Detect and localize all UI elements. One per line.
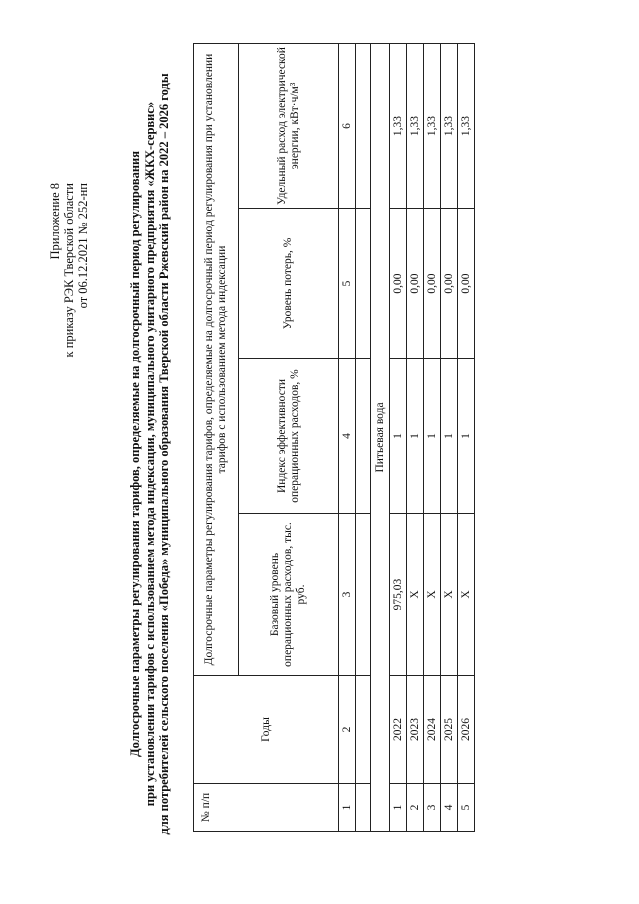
appendix-date: от 06.12.2021 № 252-нп xyxy=(76,183,90,309)
appendix-reference xyxy=(48,183,90,443)
row-efficiency-index: 1 xyxy=(390,359,407,514)
row-loss-level: 0,00 xyxy=(390,209,407,359)
row-number: 5 xyxy=(458,784,475,832)
row-number: 1 xyxy=(390,784,407,832)
col-number: 5 xyxy=(339,209,356,359)
row-energy-consumption: 1,33 xyxy=(424,43,441,208)
table-row xyxy=(441,43,458,831)
spacer-cell xyxy=(356,359,371,514)
appendix-number: Приложение 8 xyxy=(48,183,62,260)
row-efficiency-index: 1 xyxy=(424,359,441,514)
header-base-opex: Базовый уровень операционных расходов, тыс. руб. xyxy=(239,514,339,676)
row-efficiency-index: 1 xyxy=(458,359,475,514)
table-row xyxy=(390,43,407,831)
row-efficiency-index: 1 xyxy=(441,359,458,514)
row-energy-consumption: 1,33 xyxy=(458,43,475,208)
row-year: 2025 xyxy=(441,676,458,784)
row-base-opex: 975,03 xyxy=(390,514,407,676)
header-years: Годы xyxy=(194,676,339,784)
col-number: 4 xyxy=(339,359,356,514)
row-number: 3 xyxy=(424,784,441,832)
col-number: 1 xyxy=(339,784,356,832)
row-energy-consumption: 1,33 xyxy=(407,43,424,208)
row-energy-consumption: 1,33 xyxy=(390,43,407,208)
row-number: 2 xyxy=(407,784,424,832)
header-energy-consumption: Удельный расход электрической энергии, кВт·ч/м³ xyxy=(239,43,339,208)
row-year: 2024 xyxy=(424,676,441,784)
row-year: 2026 xyxy=(458,676,475,784)
header-group: Долгосрочные параметры регулирования тарифов, определяемые на долгосрочный период регулирования при установлении тарифов с использованием метода индексации xyxy=(194,43,239,675)
row-year: 2023 xyxy=(407,676,424,784)
spacer-cell xyxy=(356,43,371,208)
header-efficiency-index: Индекс эффективности операционных расходов, % xyxy=(239,359,339,514)
document-title xyxy=(128,14,172,894)
spacer-cell xyxy=(356,784,371,832)
col-number: 2 xyxy=(339,676,356,784)
row-number: 4 xyxy=(441,784,458,832)
parameters-table xyxy=(193,43,475,832)
col-number: 3 xyxy=(339,514,356,676)
row-base-opex: Х xyxy=(424,514,441,676)
row-base-opex: Х xyxy=(441,514,458,676)
col-number: 6 xyxy=(339,43,356,208)
row-base-opex: Х xyxy=(458,514,475,676)
row-loss-level: 0,00 xyxy=(407,209,424,359)
row-base-opex: Х xyxy=(407,514,424,676)
table-row xyxy=(407,43,424,831)
spacer-cell xyxy=(356,676,371,784)
header-num: № п/п xyxy=(194,784,339,832)
spacer-row xyxy=(356,43,371,831)
category-label: Питьевая вода xyxy=(371,43,390,831)
table-row xyxy=(424,43,441,831)
row-efficiency-index: 1 xyxy=(407,359,424,514)
title-line-2: при установлении тарифов с использованием метода индексации, муниципального унитарного предприятия «ЖКХ-сервис» xyxy=(142,101,157,807)
row-loss-level: 0,00 xyxy=(458,209,475,359)
appendix-order: к приказу РЭК Тверской области xyxy=(62,183,76,358)
row-year: 2022 xyxy=(390,676,407,784)
table-row xyxy=(458,43,475,831)
title-line-1: Долгосрочные параметры регулирования тарифов, определяемые на долгосрочный период регулирования xyxy=(128,151,142,758)
spacer-cell xyxy=(356,514,371,676)
row-loss-level: 0,00 xyxy=(441,209,458,359)
row-energy-consumption: 1,33 xyxy=(441,43,458,208)
title-line-3: для потребителей сельского поселения «Победа» муниципального образования Тверской области Ржевский район на 2022 – 2026 годы xyxy=(157,73,171,835)
header-loss-level: Уровень потерь, % xyxy=(239,209,339,359)
row-loss-level: 0,00 xyxy=(424,209,441,359)
category-row xyxy=(371,43,390,831)
spacer-cell xyxy=(356,209,371,359)
column-numbers-row xyxy=(339,43,356,831)
